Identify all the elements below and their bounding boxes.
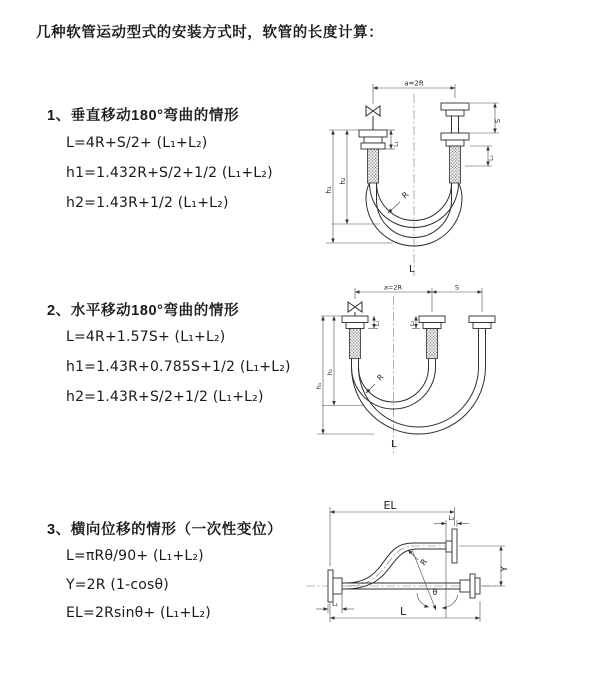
section-2-formula-3: h2=1.43R+S/2+1/2 (L₁+L₂): [66, 389, 264, 405]
dim-label-l1: L₁: [393, 141, 400, 147]
dim-label-a2r: a=2R: [383, 283, 403, 292]
section-2-formula-1: L=4R+1.57S+ (L₁+L₂): [66, 329, 226, 345]
dim-label-l2: L₂: [410, 320, 416, 326]
section-3-heading: 3、横向位移的情形（一次性变位）: [47, 522, 283, 538]
diagram-horizontal-180-bend: [312, 282, 562, 460]
dim-label-l2: L₂: [448, 515, 455, 522]
section-1-formula-3: h2=1.43R+1/2 (L₁+L₂): [66, 195, 229, 211]
section-1-formula-2: h1=1.432R+S/2+1/2 (L₁+L₂): [66, 165, 273, 181]
dimension-lines: [326, 84, 499, 243]
valve-icon: [348, 302, 362, 316]
radius-label: R: [418, 557, 430, 568]
curve-centerline: [346, 546, 446, 586]
valve-icon: [366, 106, 380, 130]
flange-fittings: [328, 529, 480, 602]
dim-label-h2: h₂: [339, 177, 347, 185]
section-1-formula-1: L=4R+S/2+ (L₁+L₂): [66, 135, 208, 151]
dimension-lines: [317, 288, 482, 434]
section-3-formula-2: Y=2R (1-cosθ): [66, 577, 169, 593]
dim-label-a2r: a=2R: [404, 79, 424, 88]
diagram-vertical-180-bend: [318, 78, 558, 278]
dim-label-l1: L₁: [332, 601, 338, 608]
section-3-formula-3: EL=2Rsinθ+ (L₁+L₂): [66, 605, 211, 621]
dimension-lines: [316, 507, 505, 622]
flange-fittings: [342, 316, 495, 367]
dim-label-l1: L₁: [375, 320, 381, 326]
dim-label-y: Y: [500, 566, 510, 572]
section-1-heading: 1、垂直移动180°弯曲的情形: [47, 108, 240, 124]
dim-label-h1: h₁: [315, 382, 323, 390]
page-title: 几种软管运动型式的安装方式时，软管的长度计算：: [36, 25, 384, 41]
dim-label-l2: L₂: [488, 155, 495, 161]
section-2-heading: 2、水平移动180°弯曲的情形: [47, 303, 240, 319]
dim-label-h2: h₂: [326, 368, 334, 376]
radius-label: R: [400, 190, 411, 201]
section-2-formula-2: h1=1.43R+0.785S+1/2 (L₁+L₂): [66, 359, 291, 375]
dim-label-s: S: [494, 118, 502, 124]
length-label: L: [400, 605, 407, 618]
dim-label-h1: h₁: [325, 186, 333, 194]
angle-label: θ: [432, 588, 438, 597]
hose-outline: [342, 543, 460, 589]
section-3-formula-1: L=πRθ/90+ (L₁+L₂): [66, 548, 204, 564]
length-label: L: [409, 264, 415, 275]
diagram-lateral-displacement: [300, 500, 580, 660]
dim-label-el: EL: [383, 499, 397, 512]
hose-outline: [352, 359, 486, 435]
dim-label-s: S: [454, 283, 460, 292]
radius-label: R: [375, 372, 386, 383]
length-label: L: [391, 439, 397, 450]
